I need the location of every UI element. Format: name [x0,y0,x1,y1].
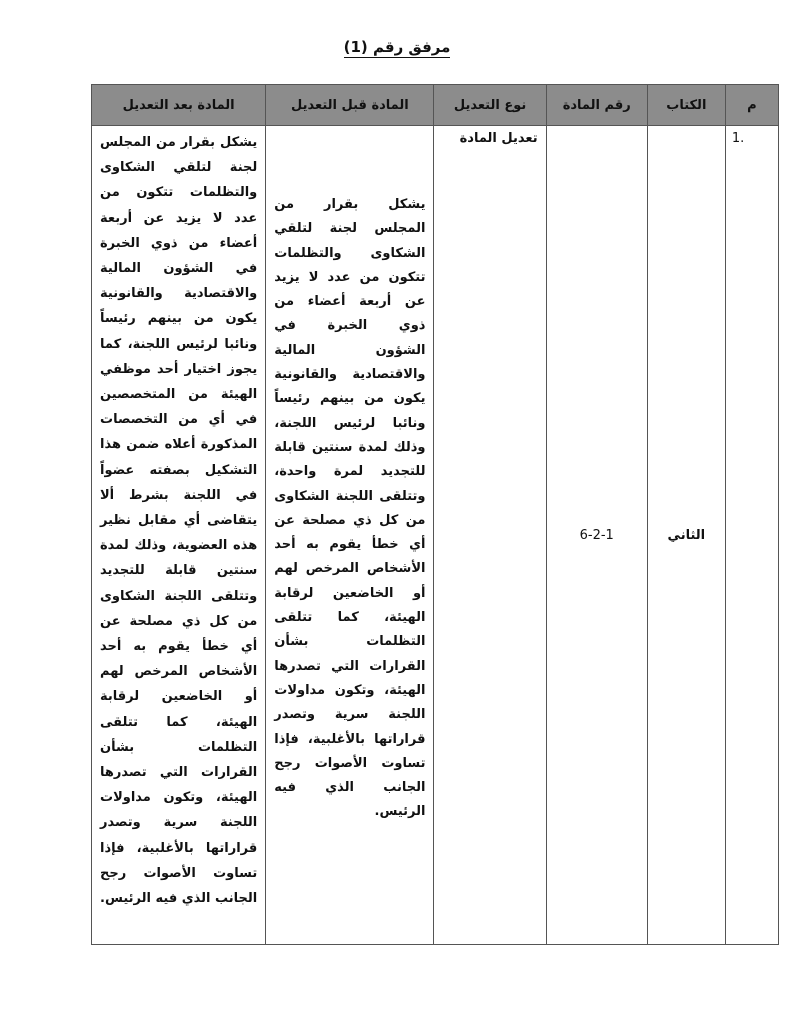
cell-article-number [546,126,647,945]
article-number-text: 6-2-1 [579,527,614,543]
attachment-title [0,38,794,56]
article-before-text: يشكل بقرار من المجلس لجنة لتلقي الشكاوى والتظلمات تتكون من عدد لا يزيد عن أربعة أعضاء من ذوي الخبرة في الشؤون المالية والاقتصادية والقانونية يكون من بينهم رئيساً ونائبا لرئيس اللجنة، وذلك لمدة سنتين قابلة للتجديد لمرة واحدة، وتتلقى اللجنة الشكاوى من كل ذي مصلحة عن أي خطأ يقوم به أحد الأشخاص المرخص لهم أو الخاضعين لرقابة الهيئة، كما تتلقى التظلمات بشأن القرارات التي تصدرها الهيئة، وتكون مداولات اللجنة سرية وتصدر قراراتها بالأغلبية، فإذا تساوت الأصوات رجح الجانب الذي فيه الرئيس. [274,197,426,820]
cell-article-before [266,126,434,945]
amendment-type-text: تعديل المادة [459,131,538,146]
cell-serial [725,126,778,945]
table-row [92,126,779,945]
header-serial: م [725,85,778,126]
amendments-table [91,84,779,945]
header-article-before: المادة قبل التعديل [266,85,434,126]
serial-text: 1. [731,131,745,146]
header-article-after: المادة بعد التعديل [92,85,266,126]
header-row [92,85,779,126]
attachment-title-text: مرفق رقم (1) [343,38,451,56]
header-book: الكتاب [647,85,725,126]
article-after-text: يشكل بقرار من المجلس لجنة لتلقي الشكاوى والتظلمات تتكون من عدد لا يزيد عن أربعة أعضاء من ذوي الخبرة في الشؤون المالية والاقتصادية والقانونية يكون من بينهم رئيساً ونائبا لرئيس اللجنة، كما يجوز اختيار أحد موظفي الهيئة من المتخصصين في أي من التخصصات المذكورة أعلاه ضمن هذا التشكيل بصفته عضواً في اللجنة بشرط ألا يتقاضى أي مقابل نظير هذه العضوية، وذلك لمدة سنتين قابلة للتجديد وتتلقى اللجنة الشكاوى من كل ذي مصلحة عن أي خطأ يقوم به أحد الأشخاص المرخص لهم أو الخاضعين لرقابة الهيئة، كما تتلقى التظلمات بشأن القرارات التي تصدرها الهيئة، وتكون مداولات اللجنة سرية وتصدر قراراتها بالأغلبية، فإذا تساوت الأصوات رجح الجانب الذي فيه الرئيس. [100,135,258,907]
cell-book [647,126,725,945]
cell-article-after [92,126,266,945]
table-header [92,85,779,126]
header-amendment-type: نوع التعديل [434,85,546,126]
header-article-number: رقم المادة [546,85,647,126]
cell-amendment-type [434,126,546,945]
book-text: الثاني [667,527,706,543]
